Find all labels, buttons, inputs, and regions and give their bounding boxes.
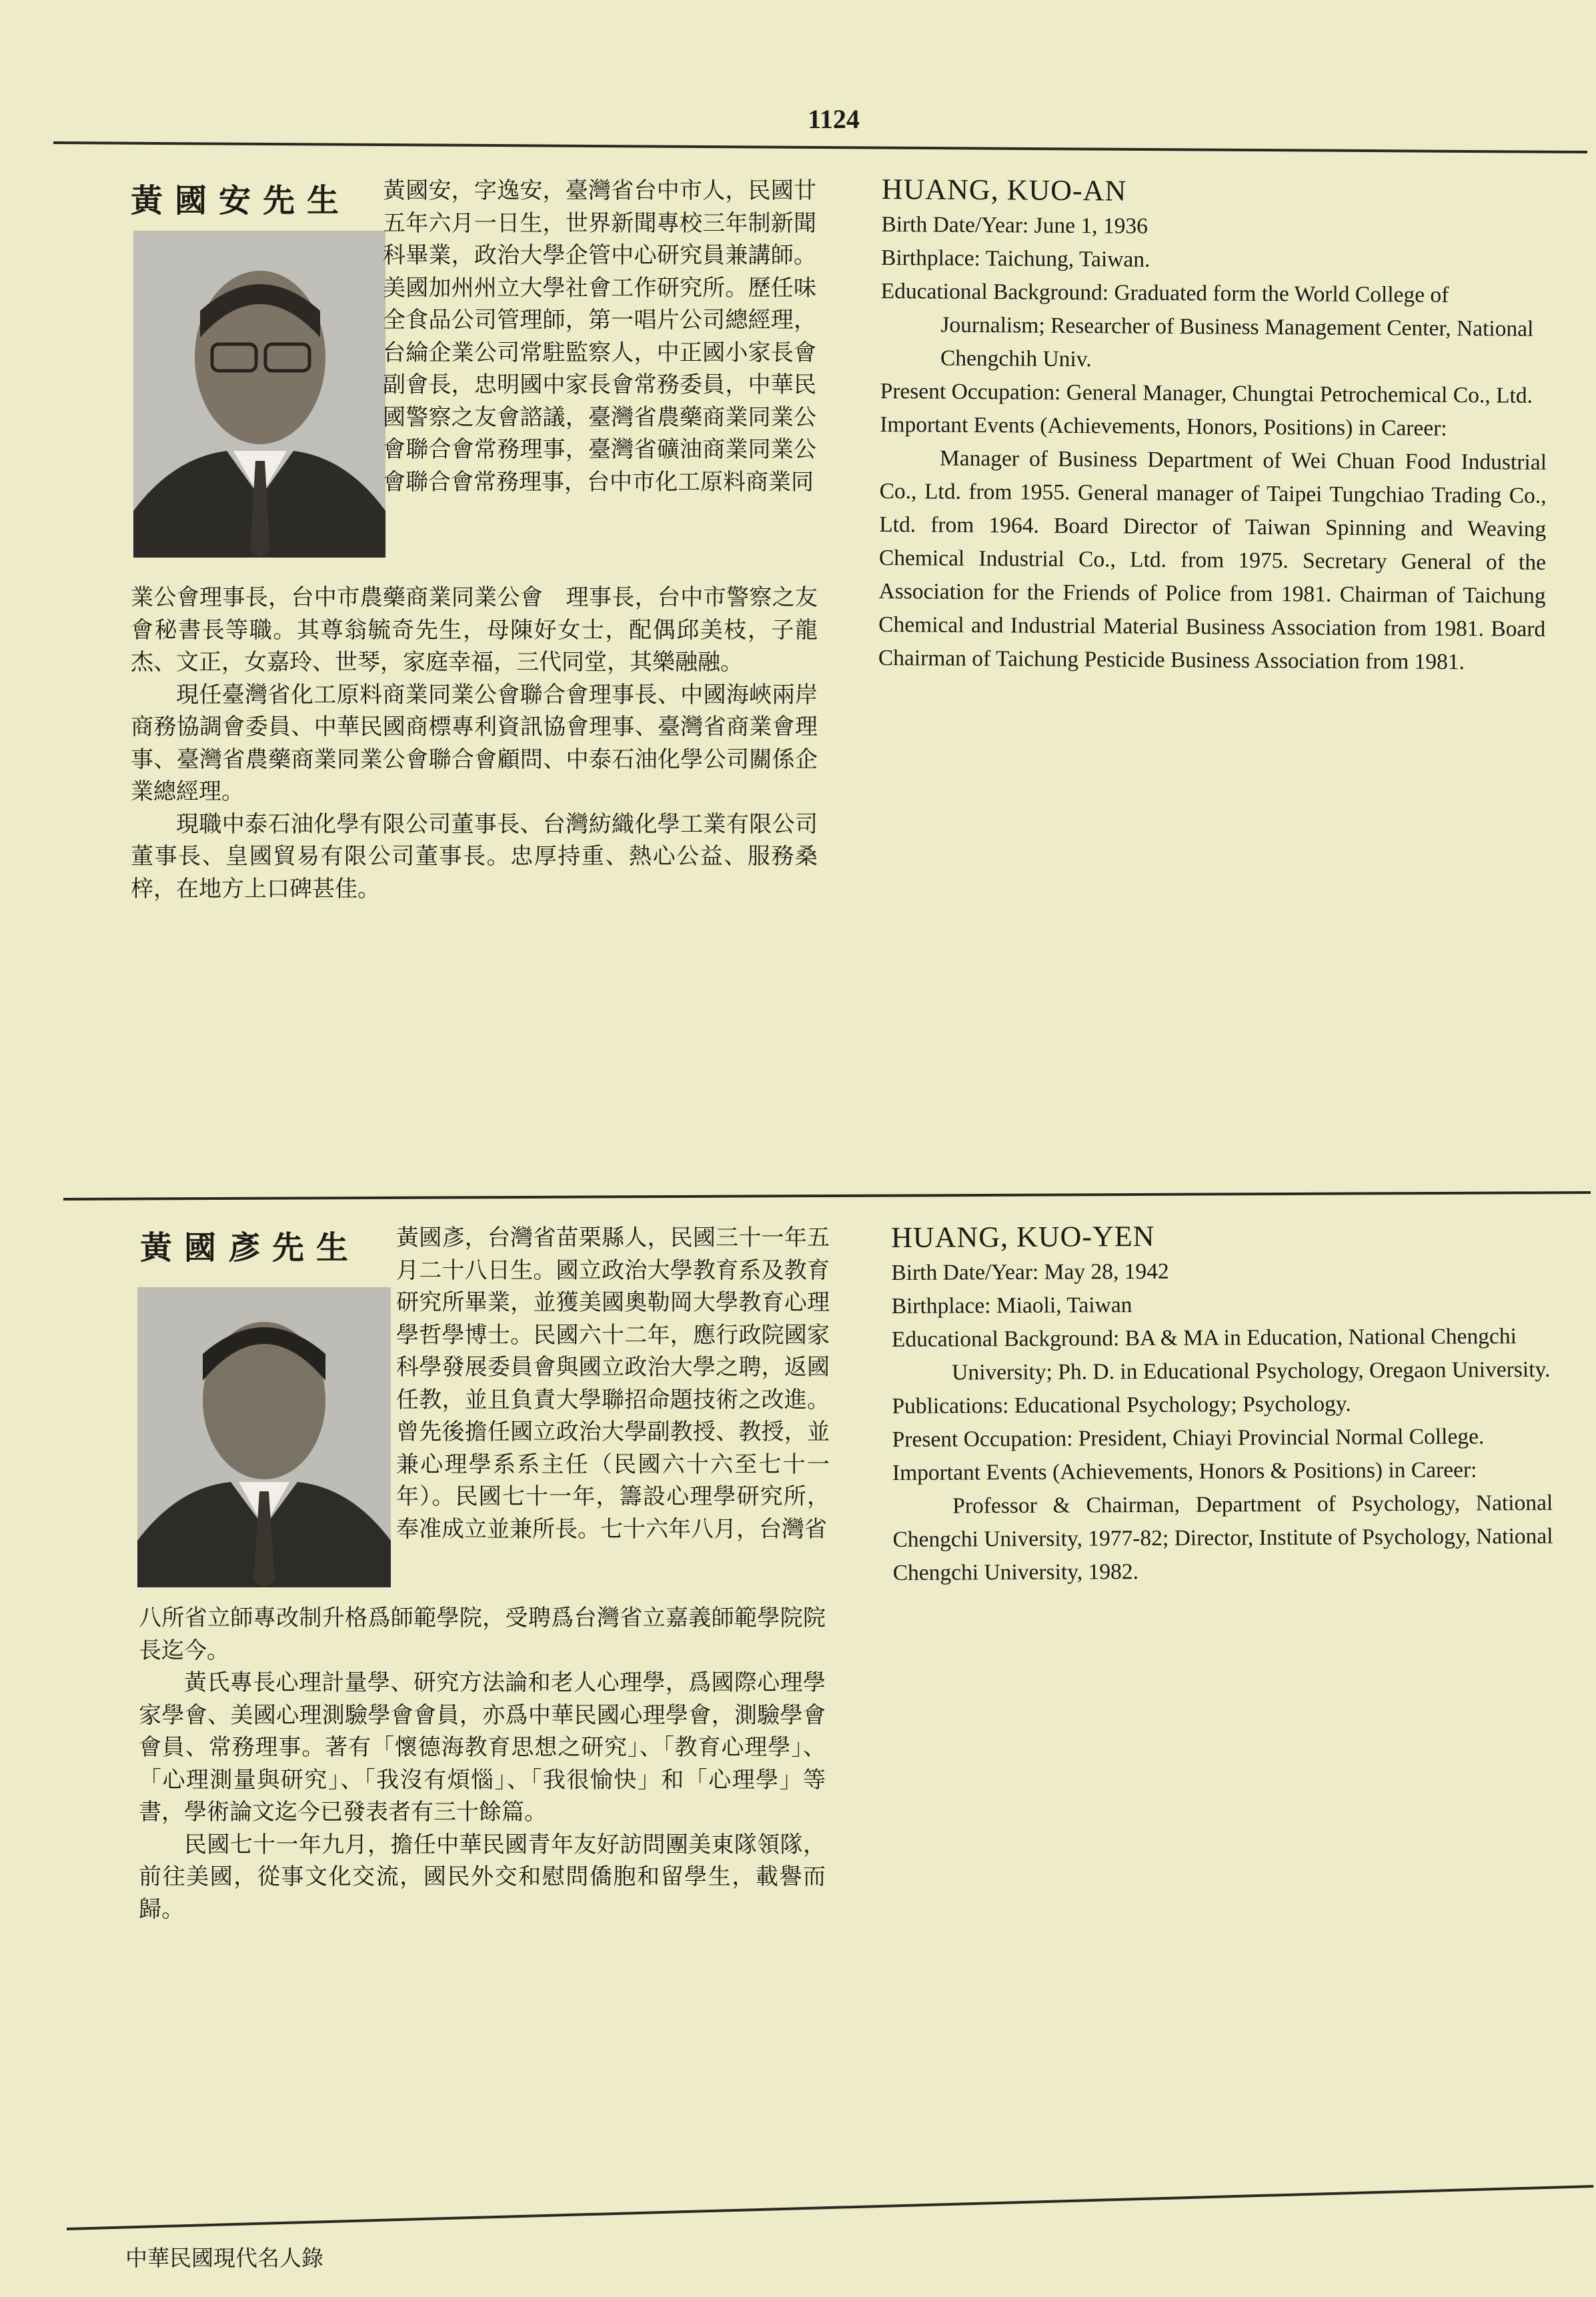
body-paragraph: 現任臺灣省化工原料商業同業公會聯合會理事長、中國海峽兩岸商務協調會委員、中華民國商標專利資訊協會理事、臺灣省商業會理事、臺灣省農藥商業同業公會聯合會顧問、中泰石油化學公司關係企業總經理。 <box>131 681 818 805</box>
body-paragraph: 業公會理事長，台中市農藥商業同業公會 理事長，台中市警察之友會秘書長等職。其尊翁毓奇先生，母陳好女士，配偶邱美枝，子龍杰、文正，女嘉玲、世琴，家庭幸福，三代同堂，其樂融融。 <box>131 584 818 676</box>
body-paragraph: 黃氏專長心理計量學、研究方法論和老人心理學，爲國際心理學家學會、美國心理測驗學會會員，亦爲中華民國心理學會，測驗學會會員、常務理事。著有「懷德海教育思想之研究」、「教育心理學」、「心理測量與研究」、「我沒有煩惱」、「我很愉快」和「心理學」等書，學術論文迄今已發表者有三十餘篇。 <box>139 1669 826 1825</box>
career-text: Manager of Business Department of Wei Chuan Food Industrial Co., Ltd. from 1955. General manager of Taipei Tungchiao Trading Co., Ltd. from 1964. Board Director of Taiwan Spinning and Weaving Chemical Industrial Co., Ltd. from 1975. Secretary General of the Association for the Friends of Police from 1981. Chairman of Taichung Chemical and Industrial Material Business Association from 1981. Board Chairman of Taichung Pesticide Business Association from 1981. <box>878 446 1547 675</box>
entry-body-zh <box>131 582 818 905</box>
body-paragraph: 現職中泰石油化學有限公司董事長、台灣紡織化學工業有限公司董事長、皇國貿易有限公司董事長。忠厚持重、熱心公益、服務桑梓，在地方上口碑甚佳。 <box>131 810 818 902</box>
entry-name-zh: 黃國彥先生 <box>140 1229 361 1267</box>
footer-rule <box>67 2185 1593 2230</box>
portrait-photo <box>137 1287 391 1587</box>
header-rule <box>53 141 1587 153</box>
body-paragraph: 民國七十一年九月，擔任中華民國青年友好訪問團美東隊領隊，前往美國，從事文化交流，國民外交和慰問僑胞和留學生，載譽而歸。 <box>139 1831 826 1923</box>
field-education: Educational Background: Graduated form the World College of Journalism; Researcher of Business Management Center, National Chengchih Univ. <box>880 278 1534 372</box>
field-occupation: Present Occupation: President, Chiayi Provincial Normal College. <box>892 1424 1485 1452</box>
entry-intro-zh: 黃國彥，台灣省苗栗縣人，民國三十一年五月二十八日生。國立政治大學教育系及教育研究所畢業，並獲美國奧勒岡大學教育心理學哲學博士。民國六十二年，應行政院國家科學發展委員會與國立政治大學之聘，返國任教，並且負責大學聯招命題技術之改進。曾先後擔任國立政治大學副教授、教授，並兼心理學系系主任（民國六十六至七十一年）。民國七十一年，籌設心理學研究所，奉准成立並兼所長。七十六年八月，台灣省 <box>396 1225 830 1543</box>
portrait-photo <box>133 231 385 558</box>
body-paragraph: 八所省立師專改制升格爲師範學院，受聘爲台灣省立嘉義師範學院院長迄今。 <box>139 1605 826 1664</box>
page-number: 1124 <box>808 104 860 134</box>
career-text: Professor & Chairman, Department of Psychology, National Chengchi University, 1977-82; Director, Institute of Psychology, National Chengchi University, 1982. <box>892 1490 1553 1585</box>
entry-english-column <box>878 171 1549 680</box>
field-education: Educational Background: BA & MA in Education, National Chengchi University; Ph. D. in Educational Psychology, Oregaon University. <box>891 1324 1551 1385</box>
entry-english-column <box>891 1216 1553 1590</box>
portrait-figure <box>133 231 385 558</box>
footer-title: 中華民國現代名人錄 <box>125 2245 323 2271</box>
field-birthplace: Birthplace: Miaoli, Taiwan <box>891 1293 1132 1319</box>
portrait-figure <box>137 1287 391 1587</box>
field-events-heading: Important Events (Achievements, Honors & Positions) in Career: <box>892 1457 1477 1485</box>
entry-name-en: HUANG, KUO-AN <box>881 172 1127 207</box>
field-birth-date: Birth Date/Year: May 28, 1942 <box>891 1259 1169 1285</box>
field-birth-date: Birth Date/Year: June 1, 1936 <box>881 211 1148 239</box>
entry-divider <box>63 1191 1591 1201</box>
entry-name-en: HUANG, KUO-YEN <box>891 1219 1155 1254</box>
field-occupation: Present Occupation: General Manager, Chungtai Petrochemical Co., Ltd. <box>880 378 1533 408</box>
entry-intro-zh: 黃國安，字逸安，臺灣省台中市人，民國廿五年六月一日生，世界新聞專校三年制新聞科畢業，政治大學企管中心研究員兼講師。美國加州州立大學社會工作研究所。歷任味全食品公司管理師，第一唱片公司總經理，台綸企業公司常駐監察人，中正國小家長會副會長，忠明國中家長會常務委員，中華民國警察之友會諮議，臺灣省農藥商業同業公會聯合會常務理事，臺灣省礦油商業同業公會聯合會常務理事，台中市化工原料商業同 <box>383 177 816 496</box>
field-birthplace: Birthplace: Taichung, Taiwan. <box>880 245 1150 272</box>
field-publications: Publications: Educational Psychology; Psychology. <box>892 1391 1351 1419</box>
field-events-heading: Important Events (Achievements, Honors, Positions) in Career: <box>880 412 1447 441</box>
entry-name-zh: 黃國安先生 <box>131 182 351 219</box>
entry-body-zh <box>139 1602 826 1926</box>
